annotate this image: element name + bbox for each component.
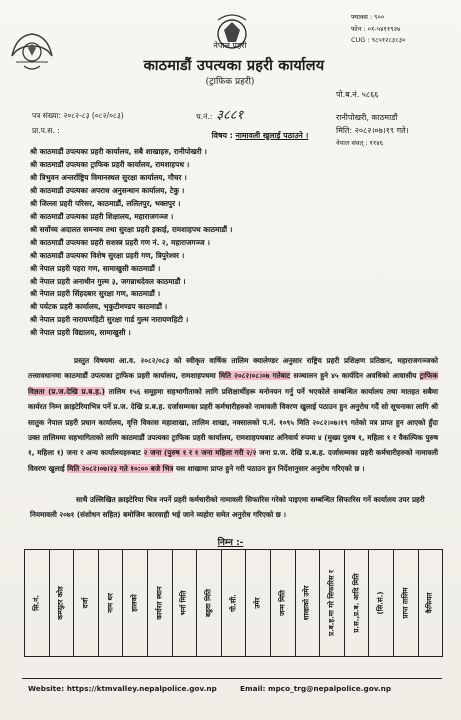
table-column (369, 550, 394, 656)
recipient-item: श्री नेपाल प्रहरी सिंहदबार सुरक्षा गण, काठमाडौं । (30, 289, 161, 299)
column-header: कम्प्युटर कोड (56, 586, 65, 620)
column-header: नाम थर (106, 593, 115, 613)
column-header: भर्ना मिति (179, 590, 188, 616)
table-column (197, 550, 222, 656)
footer-divider (22, 678, 442, 679)
table-column (99, 550, 124, 656)
table-column (173, 550, 198, 656)
address-serial: नेपाल संवत् : ११४६ (336, 139, 384, 147)
subject-line (140, 131, 380, 141)
contact-block (351, 12, 447, 47)
highlight-training-name: ट्राफिक विज्ञता (प्र.ज.देखि प्र.ब.ह.) (28, 371, 438, 396)
recipient-item: श्री काठमाडौं उपत्यका अपराध अनुसन्धान कार्यालय, टेकु । (30, 185, 185, 195)
column-header: प्र.ब.ह.मा गरे सिफारिस र (327, 570, 336, 636)
column-header: (सि.सं.) (376, 591, 385, 615)
highlight-start-date: मिति २०८२।०८।०७ गतेबाट (218, 371, 291, 381)
column-header: सि.नं. (32, 595, 41, 611)
table-column (296, 550, 321, 656)
reference-short: प्रा.प.स. : (32, 126, 60, 135)
table-title: निम्न :- (217, 538, 244, 548)
column-header: प्र.स.,प्र.ब. आदि मिति (352, 573, 361, 633)
footer-website: Website: https://ktmvalley.nepalpolice.gov.np (28, 684, 217, 693)
address-date: मिति: २०८२।०७।१९ गते। (336, 126, 409, 135)
office-subtitle: (ट्राफिक प्रहरी) (205, 77, 255, 87)
letter-number: पत्र संख्या: २०८२-८३ (०८२/०८३) (32, 111, 124, 120)
table-column (74, 550, 99, 656)
table-column (320, 550, 345, 656)
highlight-deadline: मिति २०८२।०७।२३ गते १०:०० बजे भित्र (67, 463, 174, 473)
table-column (271, 550, 296, 656)
recipient-item: श्री पर्यटक प्रहरी कार्यालय, भृकुटीमण्डप काठमाडौं । (30, 302, 168, 312)
header-top-line: नेपाल प्रहरी (213, 41, 247, 50)
column-header: प्राप्त तालिम (401, 587, 410, 619)
column-header: पी.सी. (229, 594, 238, 612)
recipient-item: श्री नेपाल प्रहरी अनाथीन गुल्म ३, जगन्नाथदेवल काठमाडौं । (30, 276, 186, 286)
recipient-item: श्री काठमाडौं उपत्यका विशेष सुरक्षा प्रहरी गण, त्रिपुरेश्वर । (30, 250, 185, 260)
contact-phone: फ्याक्स : ९०० (351, 13, 385, 21)
recipient-item: श्री काठमाडौं उपत्यका प्रहरी कार्यालय, सबै शाखाहरु, रानीपोखरी । (30, 147, 207, 156)
column-header: जन्म मिति (278, 590, 287, 616)
table-column (25, 550, 50, 656)
recipient-item: श्री नेपाल प्रहरी पहरा गण, सामाखुसी काठमाडौं । (30, 263, 161, 273)
table-column (50, 550, 75, 656)
column-header: कार्यरत स्थान (155, 586, 164, 620)
table-column (148, 550, 173, 656)
nepal-emblem-icon (6, 26, 58, 76)
column-header: कैफियत (425, 592, 434, 614)
recipient-item: श्री त्रिभुवन अन्तर्राष्ट्रिय विमानस्थल सुरक्षा कार्यालय, गौचर । (30, 172, 187, 182)
address-location: रानीपोखरी, काठमाडौं (336, 113, 398, 122)
column-header: बढुवा मिति (204, 589, 213, 617)
subject-text: नामावली खुलाई पठाउने । (235, 131, 309, 140)
footer-email: Email: mpco_trg@nepalpolice.gov.np (240, 684, 392, 693)
table-column (419, 550, 443, 656)
recipient-list (30, 146, 330, 340)
table-column (345, 550, 370, 656)
table-column (246, 550, 271, 656)
table-column (222, 550, 247, 656)
recipient-item: श्री सर्वोच्च अदालत समन्वय तथा सुरक्षा प्रहरी इकाई, रामशाहपथ काठमाडौं । (30, 224, 233, 234)
address-pobox: पो.ब.नं. ५८६६ (336, 90, 379, 99)
office-title: काठमाडौं उपत्यका प्रहरी कार्यालय (143, 57, 325, 74)
contact-cug: CUG : ९८५१२८३८३० (351, 36, 406, 44)
dispatch-label: च.नं.: (196, 112, 213, 121)
recipient-item: श्री जिल्ला प्रहरी परिसर, काठमाडौं, ललितपुर, भक्तपुर । (30, 198, 181, 208)
column-header: उमेर (253, 597, 262, 609)
recipient-item: श्री नेपाल प्रहरी विद्यालय, सामाखुसी । (30, 328, 131, 338)
criteria-table (24, 549, 443, 657)
recipient-item: श्री काठमाडौं उपत्यका ट्राफिक प्रहरी कार्यालय, रामशाहपथ । (30, 159, 190, 169)
letter-body (28, 353, 438, 478)
column-header: हालको (130, 594, 139, 612)
body-paragraph-1: प्रस्तुत विषयमा आ.व. २०८२/०८३ को स्वीकृत वार्षिक तालिम क्यालेण्डर अनुसार राष्ट्रिय प्रहरी प्रशिक्षण प्रतिष्ठान, महाराजगञ्जको तत्त्वावधानमा काठमाडौं उपत्यका ट्राफिक प्रहरी कार्यालय, रामशाहपथमा मिति २०८२।०८।०७ गतेबाट सञ्चालन हुने ४५ कार्यदिन अवधिको आवासीय ट्राफिक विज्ञता (प्र.ज.देखि प्र.ब.ह.) तालिम १५६ समूहमा सहभागीताको लागि प्रशिक्षार्थीहरू मनोनयन गर्नु पर्ने भएकोले सम्बन्धित कार्यालय तथा मातहत सबैमा कार्यरत निम्न क्राइटेरियाभित्र पर्ने प्र.ज. देखि प्र.ब.ह. दर्जासम्मका प्रहरी कर्मचारीहरुको नामावली विवरण खुलाई पठाउन हुन अनुरोध गर्दै सो सूचनाका लागि श्री सातुक नेपाल प्रहरी प्रधान कार्यालय, वृत्ति विकास महाशाखा, तालिम शाखा, नक्सालको प.नं. १०९५ मिति २०८२।०७।१९ गतेको पत्र प्राप्त हुन आएको हुँदा उक्त तालिममा सहभागिताको लागि काठमाडौं उपत्यका ट्राफिक प्रहरी कार्यालय, रामशाहपथबाट अनिवार्य रुपमा ४ (मुख्य पुरुष १, महिला १ र वैकल्पिक पुरुष १, महिला १) जना र अन्य कार्यालयहरुबाट २ जना (पुरुष १ र १ जना महिला गरी २/२ जना प्र.ज. देखि प्र.ब.ह. दर्जासम्मका प्रहरी कर्मचारीहरुको नामावली विवरण खुलाई मिति २०८२।०७।२३ गते १०:०० बजे भित्र यस शाखामा प्राप्त हुने गरी पठाउन हुन निर्देशानुसार अनुरोध गरिएको छ । (28, 356, 438, 473)
contact-fax: फोन : ०१-५४११९२७ (351, 24, 401, 33)
table-column (394, 550, 419, 656)
highlight-participants: २ जना (पुरुष १ र १ जना महिला गरी २/२ (143, 448, 257, 458)
body-paragraph-2: साथै उल्लिखित क्राइटेरिया भित्र नपर्ने प्रहरी कर्मचारीको नामावली सिफारिस गरेको पाइएमा सम्बन्धित सिफारिस गर्ने कार्यालय उपर प्रहरी नियमावली २०७१ (संशोधन सहित) बमोजिम कारवाही भई जाने व्यहोरा समेत अनुरोध गरिएको छ । (30, 495, 425, 519)
recipient-item: श्री नेपाल प्रहरी नारायणहिटी सुरक्षा गार्ड गुल्म नारायणहिटी । (30, 315, 189, 325)
table-column (123, 550, 148, 656)
column-header: शाखाको उमेर (302, 585, 311, 621)
dispatch-number: ३८८१ (216, 108, 244, 123)
dispatch-number-block (196, 105, 306, 123)
recipient-item: श्री काठमाडौं उपत्यका प्रहरी शिक्षालय, महाराजगञ्ज । (30, 211, 174, 221)
column-header: दर्जा (81, 597, 90, 609)
recipient-item: श्री काठमाडौं उपत्यका प्रहरी सशस्त्र प्रहरी गण नं. २, महाराजगञ्ज । (30, 237, 210, 247)
subject-label: विषय : (211, 131, 233, 140)
